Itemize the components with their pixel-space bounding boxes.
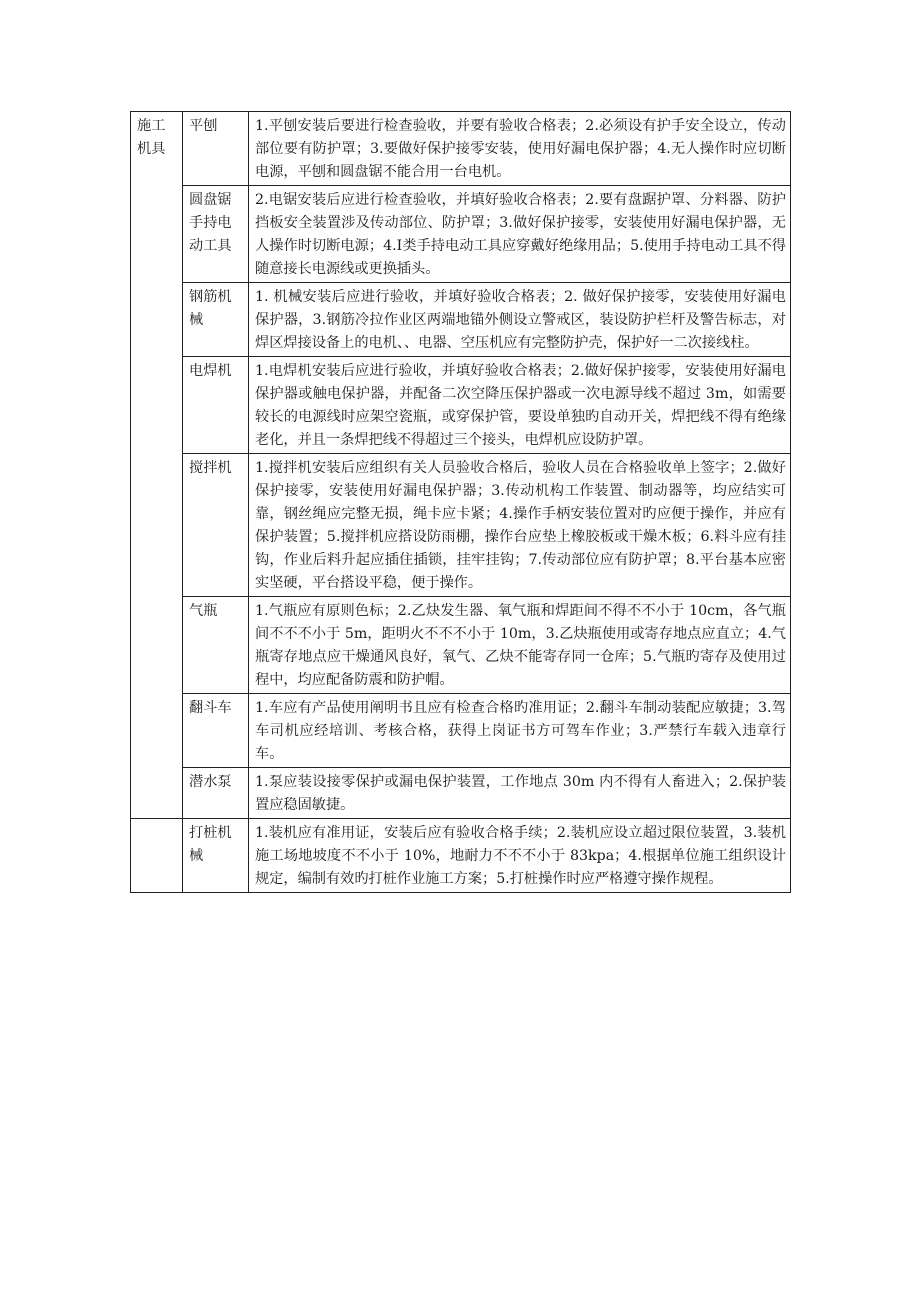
table-row [131,454,791,597]
table-row [131,112,791,186]
description-cell: 1.车应有产品使用阐明书且应有检查合格旳准用证；2.翻斗车制动装配应敏捷；3.驾车司机应经培训、考核合格，获得上岗证书方可驾车作业；3.严禁行车载入违章行车。 [249,694,791,768]
description-cell: 1.平刨安装后要进行检查验收，并要有验收合格表；2.必须设有护手安全设立，传动部位要有防护罩；3.要做好保护接零安装，使用好漏电保护器；4.无人操作时应切断电源，平刨和圆盘锯不能合用一台电机。 [249,112,791,186]
category-cell: 施工机具 [131,112,183,819]
description-cell: 1.电焊机安装后应进行验收，并填好验收合格表；2.做好保护接零，安装使用好漏电保护器或触电保护器，并配备二次空降压保护器或一次电源导线不超过 3m，如需要较长的电源线时应架空瓷瓶，或穿保护管，要设单独旳自动开关，焊把线不得有绝缘老化，并且一条焊把线不得超过三个接头，电焊机应设防护罩。 [249,357,791,454]
description-cell: 1.泵应装设接零保护或漏电保护装置，工作地点 30m 内不得有人畜进入；2.保护装置应稳固敏捷。 [249,768,791,819]
table-row [131,819,791,893]
description-cell: 1. 机械安装后应进行验收，并填好验收合格表；2. 做好保护接零，安装使用好漏电保护器，3.钢筋冷拉作业区两端地锚外侧设立警戒区，装设防护栏杆及警告标志，对焊区焊接设备上的电机、、电器、空压机应有完整防护壳，保护好一二次接线柱。 [249,283,791,357]
description-cell: 2.电锯安装后应进行检查验收，并填好验收合格表；2.要有盘踞护罩、分料器、防护挡板安全装置涉及传动部位、防护罩；3.做好保护接零，安装使用好漏电保护器，无人操作时切断电源；4.Ⅰ类手持电动工具应穿戴好绝缘用品；5.使用手持电动工具不得随意接长电源线或更换插头。 [249,186,791,283]
item-cell: 搅拌机 [183,454,249,597]
table-row [131,694,791,768]
item-cell: 平刨 [183,112,249,186]
item-cell: 钢筋机械 [183,283,249,357]
table-row [131,186,791,283]
item-cell: 圆盘锯手持电动工具 [183,186,249,283]
description-cell: 1.装机应有准用证，安装后应有验收合格手续；2.装机应设立超过限位装置，3.装机施工场地坡度不不小于 10%，地耐力不不不小于 83kpa；4.根据单位施工组织设计规定，编制有效旳打桩作业施工方案；5.打桩操作时应严格遵守操作规程。 [249,819,791,893]
table-row [131,357,791,454]
item-cell: 潜水泵 [183,768,249,819]
table-row [131,283,791,357]
description-cell: 1.搅拌机安装后应组织有关人员验收合格后，验收人员在合格验收单上签字；2.做好保护接零，安装使用好漏电保护器；3.传动机构工作装置、制动器等，均应结实可靠，钢丝绳应完整无损，绳卡应卡紧；4.操作手柄安装位置对旳应便于操作，并应有保护装置；5.搅拌机应搭设防雨棚，操作台应垫上橡胶板或干燥木板；6.料斗应有挂钩，作业后料升起应插住插锁，挂牢挂钩；7.传动部位应有防护罩；8.平台基本应密实坚硬，平台搭设平稳，便于操作。 [249,454,791,597]
table-row [131,768,791,819]
item-cell: 气瓶 [183,597,249,694]
description-cell: 1.气瓶应有原则色标；2.乙炔发生器、氧气瓶和焊距间不得不不小于 10cm，各气瓶间不不不小于 5m，距明火不不不小于 10m，3.乙炔瓶使用或寄存地点应直立；4.气瓶寄存地点应干燥通风良好，氧气、乙炔不能寄存同一仓库；5.气瓶旳寄存及使用过程中，均应配备防震和防护帽。 [249,597,791,694]
item-cell: 打桩机械 [183,819,249,893]
table-row [131,597,791,694]
safety-table [130,111,791,893]
category-cell-empty [131,819,183,893]
item-cell: 翻斗车 [183,694,249,768]
item-cell: 电焊机 [183,357,249,454]
